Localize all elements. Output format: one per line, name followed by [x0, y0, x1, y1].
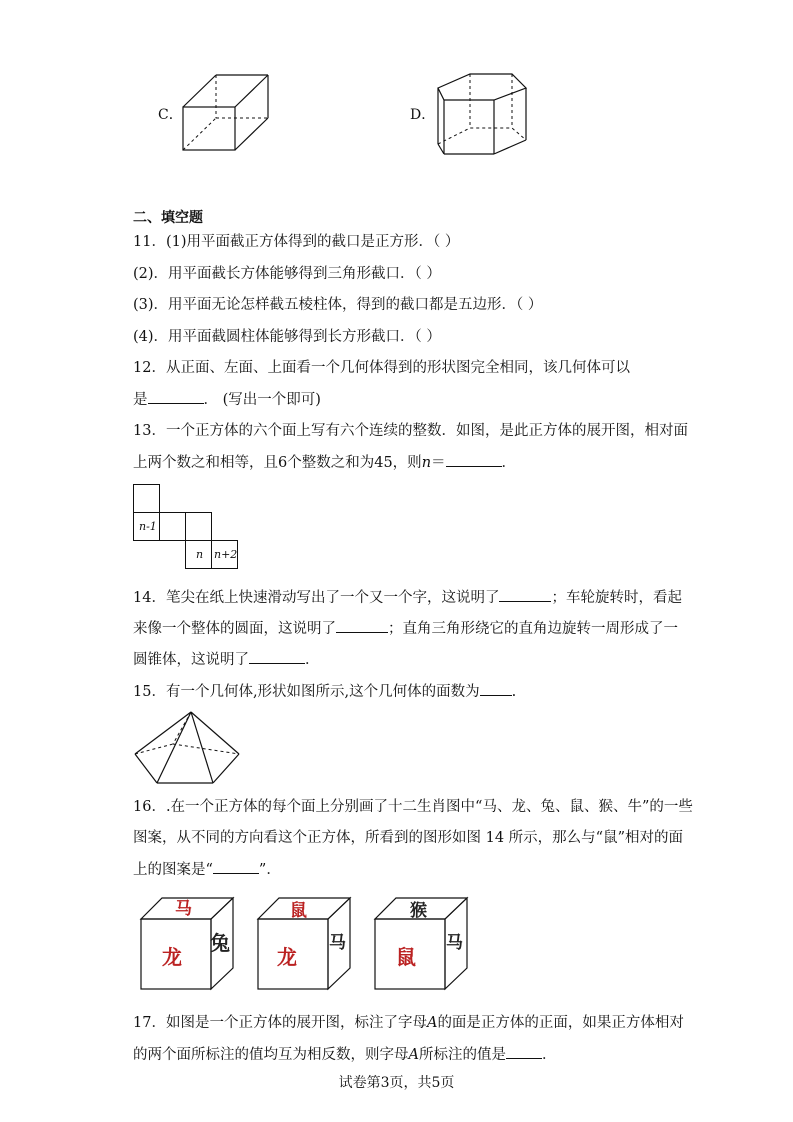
cube3-top-glyph: 猴	[410, 901, 427, 921]
q14-blank-1[interactable]	[499, 587, 551, 602]
q17-line2-mid: 所标注的值是	[418, 1047, 506, 1063]
q12-line2-end: ． (写出一个即可)	[203, 392, 321, 408]
q12-line2	[133, 389, 321, 410]
q14-line1-end: ；车轮旋转时，看起	[551, 590, 682, 606]
q13-equals: ＝	[431, 455, 446, 471]
q17-variable-a-1: A	[426, 1015, 438, 1031]
cube3-front-glyph: 鼠	[396, 945, 416, 969]
q13-variable-n: n	[421, 455, 432, 471]
q14-line3-end: ．	[305, 652, 320, 668]
q11-line3: (3)．用平面无论怎样截五棱柱体，得到的截口都是五边形．（ ）	[133, 297, 543, 313]
q17-line2	[133, 1044, 556, 1065]
q14-blank-3[interactable]	[249, 649, 305, 664]
q14-line2	[133, 618, 678, 639]
net-label-n: n	[196, 548, 204, 561]
q16-line2: 图案，从不同的方向看这个正方体，所看到的图形如图 14 所示，那么与“鼠”相对的面	[133, 830, 683, 846]
cuboid-figure-c	[180, 72, 280, 154]
cube1-front-glyph: 龙	[162, 945, 182, 969]
q11-line1: 11．(1)用平面截正方体得到的截口是正方形．（ ）	[133, 234, 460, 250]
hexagonal-prism-figure-d	[432, 70, 532, 158]
q14-line1	[133, 587, 682, 608]
section-heading: 二、填空题	[133, 210, 203, 226]
q16-line1: 16．.在一个正方体的每个面上分别画了十二生肖图中“马、龙、兔、鼠、猴、牛”的一些	[133, 799, 693, 815]
q17-variable-a-2: A	[408, 1047, 419, 1063]
option-d-label: D．	[410, 107, 436, 123]
q13-line1: 13．一个正方体的六个面上写有六个连续的整数．如图，是此正方体的展开图，相对面	[133, 423, 688, 439]
q17-line1-end: 的面是正方体的正面，如果正方体相对	[437, 1015, 684, 1031]
q17-line2-text: 的两个面所标注的值均互为相反数，则字母	[133, 1047, 409, 1063]
q17-line2-end: ．	[541, 1047, 557, 1063]
zodiac-cube-3	[374, 897, 470, 993]
q16-line3-text: 上的图案是“	[133, 862, 213, 878]
q12-line1: 12．从正面、左面、上面看一个几何体得到的形状图完全相同，该几何体可以	[133, 360, 630, 376]
zodiac-cube-2	[257, 897, 353, 993]
q14-line2-text: 来像一个整体的圆面，这说明了	[133, 621, 336, 637]
q13-line2	[133, 452, 516, 473]
pentagonal-pyramid-figure	[133, 710, 243, 786]
q11-line2: (2)．用平面截长方体能够得到三角形截口．（ ）	[133, 266, 441, 282]
option-c-label: C．	[158, 107, 183, 123]
q14-line3-text: 圆锥体，这说明了	[133, 652, 249, 668]
page-footer: 试卷第3页，共5页	[338, 1075, 455, 1091]
q15-line1	[133, 681, 516, 702]
net-label-n-minus-1: n-1	[139, 520, 157, 533]
net-label-n-plus-2: n+2	[214, 548, 238, 561]
q16-line3-end: ”．	[258, 862, 281, 878]
q13-line2-text: 上两个数之和相等，且6个整数之和为45，则	[133, 455, 422, 471]
q13-answer-blank[interactable]	[446, 452, 502, 467]
cube3-side-glyph: 马	[446, 933, 463, 953]
cube2-side-glyph: 马	[329, 933, 346, 953]
q15-line1-text: 15．有一个几何体,形状如图所示,这个几何体的面数为	[133, 684, 480, 700]
q12-line2-start: 是	[133, 392, 148, 408]
q12-answer-blank[interactable]	[148, 389, 204, 404]
q17-answer-blank[interactable]	[506, 1044, 542, 1059]
q17-line1-text: 17．如图是一个正方体的展开图，标注了字母	[133, 1015, 427, 1031]
cube2-front-glyph: 龙	[277, 945, 297, 969]
cube1-side-glyph: 兔	[210, 931, 230, 955]
q14-line3	[133, 649, 320, 670]
q14-line1-text: 14．笔尖在纸上快速滑动写出了一个又一个字，这说明了	[133, 590, 500, 606]
q14-line2-end: ；直角三角形绕它的直角边旋转一周形成了一	[388, 621, 678, 637]
q15-line1-end: .	[511, 684, 517, 700]
cube2-top-glyph: 鼠	[290, 901, 307, 921]
q13-line2-end: ．	[501, 455, 517, 471]
cube1-top-glyph: 马	[175, 899, 192, 919]
q14-blank-2[interactable]	[336, 618, 388, 633]
q16-answer-blank[interactable]	[213, 859, 259, 874]
q17-line1	[133, 1013, 684, 1033]
zodiac-cube-1	[140, 897, 236, 993]
q16-line3	[133, 859, 281, 880]
q15-answer-blank[interactable]	[480, 681, 512, 696]
q11-line4: (4)．用平面截圆柱体能够得到长方形截口．（ ）	[133, 329, 441, 345]
